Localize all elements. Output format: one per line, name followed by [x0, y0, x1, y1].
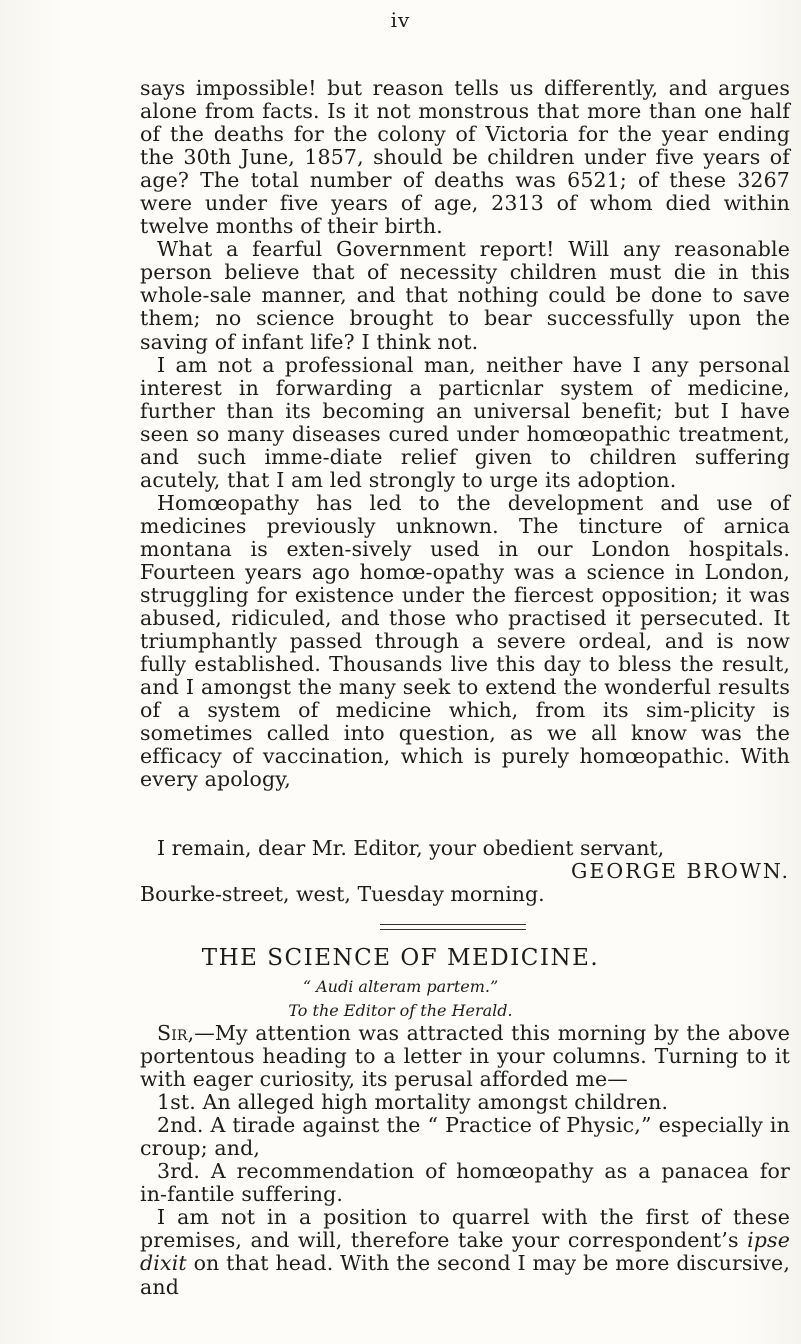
- final-text-start: I am not in a position to quarrel with the first of these premises, and will, therefore take your correspondent’s: [140, 1205, 790, 1253]
- article-body: [140, 1022, 790, 1299]
- article-list-item-2: 2nd. A tirade against the “ Practice of Physic,” especially in croup; and,: [140, 1113, 790, 1161]
- article-motto: “ Audi alteram partem.”: [302, 977, 499, 996]
- section-divider-bottom: [380, 929, 526, 930]
- article-paragraph-1: [140, 1022, 790, 1091]
- article-title: THE SCIENCE OF MEDICINE.: [201, 945, 600, 971]
- article-list-item-1: 1st. An alleged high mortality amongst children.: [157, 1090, 669, 1115]
- article-list-item-3: 3rd. A recommendation of homœopathy as a panacea for in-fantile suffering.: [140, 1159, 790, 1207]
- salutation: Sir,: [157, 1021, 195, 1045]
- letter-paragraph-2: What a fearful Government report! Will any reasonable person believe that of necessity children must die in this whole-sale manner, and that nothing could be done to save them; no science brought to bear successfully upon the saving of infant life? I think not.: [140, 237, 790, 354]
- letter-address: Bourke-street, west, Tuesday morning.: [140, 882, 545, 906]
- letter-paragraph-4: Homœopathy has led to the development and use of medicines previously unknown. The tincture of arnica montana is exten-sively used in our London hospitals. Fourteen years ago homœ-opathy was a science in London, struggling for existence under the fiercest opposition; it was abused, ridiculed, and those who practised it persecuted. It triumphantly passed through a severe ordeal, and is now fully established. Thousands live this day to bless the result, and I amongst the many seek to extend the wonderful results of a system of medicine which, from its sim-plicity is sometimes called into question, as we all know was the efficacy of vaccination, which is purely homœopathic. With every apology,: [140, 490, 790, 792]
- final-text-italic: ipse dixit: [140, 1228, 790, 1276]
- article-paragraph-final: [140, 1206, 790, 1298]
- section-divider-top: [380, 924, 526, 925]
- letter-body: [140, 77, 790, 791]
- letter-closing: I remain, dear Mr. Editor, your obedient servant,: [157, 836, 665, 860]
- article-paragraph-1-text: —My attention was attracted this morning by the above portentous heading to a letter in your columns. Turning to it with eager curiosity, its perusal afforded me—: [140, 1021, 790, 1092]
- letter-paragraph-3: I am not a professional man, neither have I any personal interest in forwarding a particnlar system of medicine, further than its becoming an universal benefit; but I have seen so many diseases cured under homœopathic treatment, and such imme-diate relief given to children suffering acutely, that I am led strongly to urge its adoption.: [140, 352, 790, 492]
- final-text-end: on that head. With the second I may be more discursive, and: [140, 1251, 790, 1299]
- page-number: iv: [390, 8, 411, 32]
- letter-paragraph-1: says impossible! but reason tells us differently, and argues alone from facts. Is it not monstrous that more than one half of the deaths for the colony of Victoria for the year ending the 30th June, 1857, should be children under five years of age? The total number of deaths was 6521; of these 3267 were under five years of age, 2313 of whom died within twelve months of their birth.: [140, 76, 790, 239]
- article-addressee: To the Editor of the Herald.: [288, 1001, 513, 1020]
- letter-signature: GEORGE BROWN.: [571, 859, 790, 883]
